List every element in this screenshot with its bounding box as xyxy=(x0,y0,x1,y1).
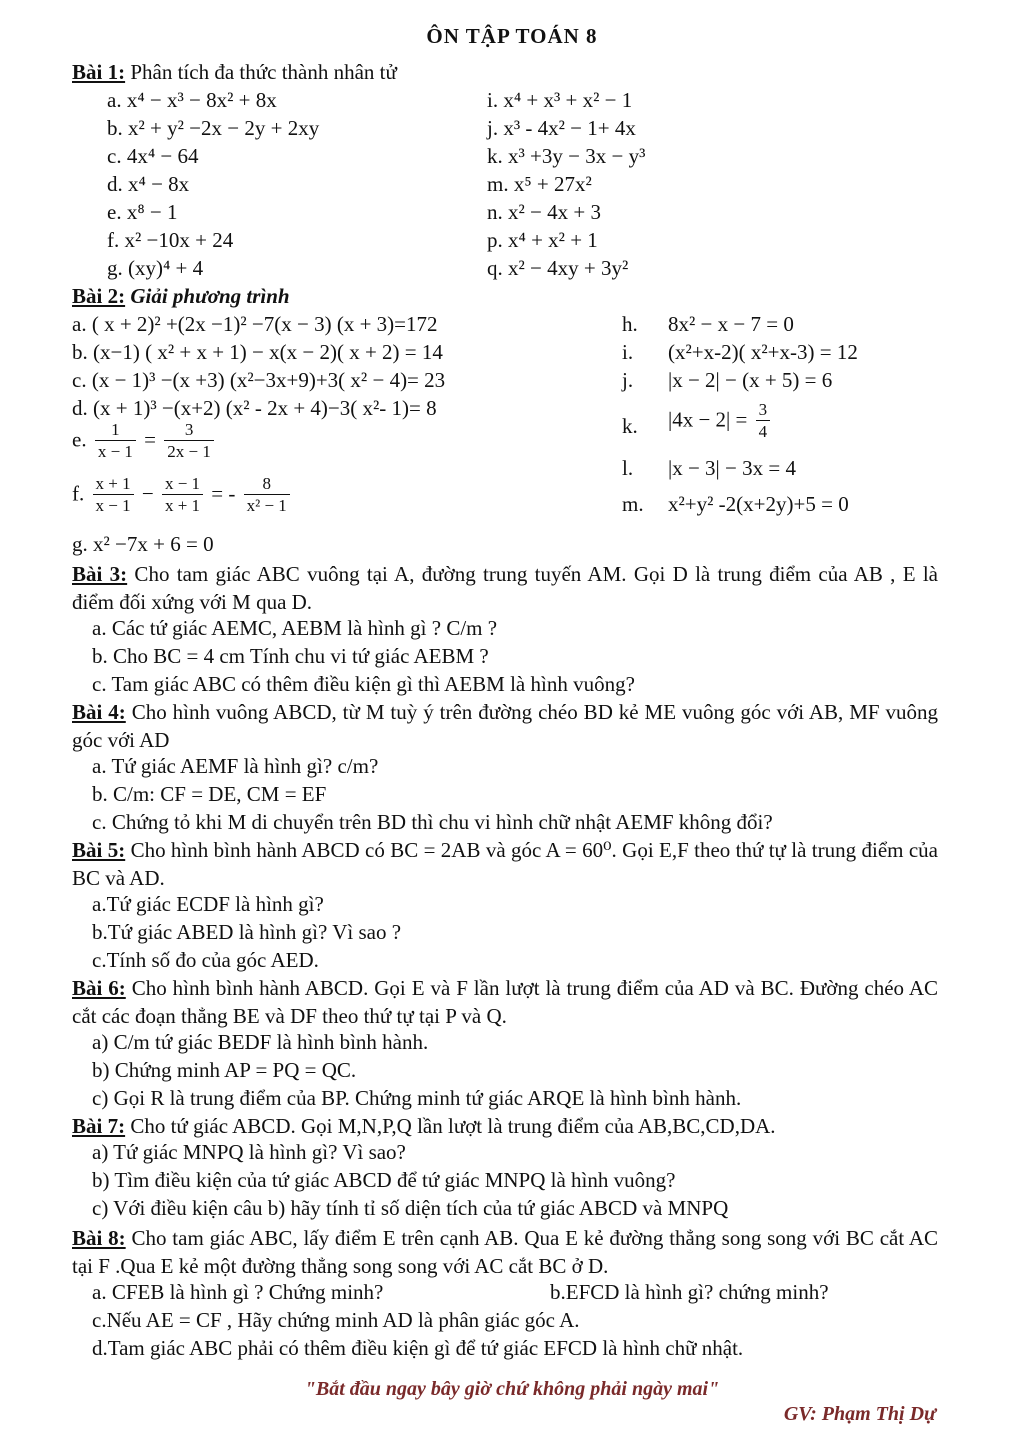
bai5-label: Bài 5: xyxy=(72,838,126,862)
bai2-item-k xyxy=(668,400,773,443)
bai7-item-b: b) Tìm điều kiện của tứ giác ABCD để tứ giác MNPQ là hình vuông? xyxy=(92,1168,676,1192)
fraction xyxy=(756,400,771,443)
bai2-f-label: f. xyxy=(72,481,85,506)
bai3-statement xyxy=(72,560,938,616)
bai2-item-j: |x − 2| − (x + 5) = 6 xyxy=(668,368,833,392)
fraction xyxy=(93,474,134,517)
fraction xyxy=(162,474,203,517)
bai4-item-c: c. Chứng tỏ khi M di chuyển trên BD thì chu vi hình chữ nhật AEMF không đổi? xyxy=(92,810,773,834)
bai5-statement xyxy=(72,836,938,892)
bai2-heading-text: Giải phương trình xyxy=(125,284,290,308)
bai3-item-b: b. Cho BC = 4 cm Tính chu vi tứ giác AEBM ? xyxy=(92,644,489,668)
bai2-label-j: j. xyxy=(622,368,634,392)
bai2-item-b: b. (x−1) ( x² + x + 1) − x(x − 2)( x + 2) = 14 xyxy=(72,340,443,364)
bai3-text: Cho tam giác ABC vuông tại A, đường trung tuyến AM. Gọi D là trung điểm của AB , E là điểm đối xứng với M qua D. xyxy=(72,562,938,614)
bai2-item-a: a. ( x + 2)² +(2x −1)² −7(x − 3) (x + 3)=172 xyxy=(72,312,438,336)
bai5-item-a: a.Tứ giác ECDF là hình gì? xyxy=(92,892,324,916)
denominator: x + 1 xyxy=(164,496,201,515)
bai2-item-f xyxy=(72,474,293,517)
bai2-label-i: i. xyxy=(622,340,634,364)
bai1-item-b: b. x² + y² −2x − 2y + 2xy xyxy=(107,116,320,140)
bai1-item-q: q. x² − 4xy + 3y² xyxy=(487,256,629,280)
fraction xyxy=(244,474,290,517)
bai2-item-l: |x − 3| − 3x = 4 xyxy=(668,456,796,480)
numerator: 3 xyxy=(164,420,214,441)
bai8-statement xyxy=(72,1224,938,1280)
bai1-item-f: f. x² −10x + 24 xyxy=(107,228,234,252)
minus-sign: − xyxy=(141,481,154,506)
numerator: x + 1 xyxy=(93,474,134,495)
bai3-item-a: a. Các tứ giác AEMC, AEBM là hình gì ? C/m ? xyxy=(92,616,498,640)
bai1-item-j: j. x³ - 4x² − 1+ 4x xyxy=(487,116,636,140)
denominator: x − 1 xyxy=(95,496,131,515)
bai1-item-a: a. x⁴ − x³ − 8x² + 8x xyxy=(107,88,277,112)
bai3-item-c: c. Tam giác ABC có thêm điều kiện gì thì AEBM là hình vuông? xyxy=(92,672,635,696)
bai1-heading-text: Phân tích đa thức thành nhân tử xyxy=(125,60,397,84)
bai1-item-d: d. x⁴ − 8x xyxy=(107,172,190,196)
numerator: x − 1 xyxy=(162,474,203,495)
bai7-statement xyxy=(72,1112,938,1140)
abs-expression: |4x − 2| = xyxy=(668,407,748,432)
bai2-item-g: g. x² −7x + 6 = 0 xyxy=(72,532,214,556)
denominator: 4 xyxy=(758,422,768,441)
bai1-item-e: e. x⁸ − 1 xyxy=(107,200,178,224)
bai2-label-k: k. xyxy=(622,414,638,438)
denominator: x − 1 xyxy=(97,442,133,461)
bai2-item-m: x²+y² -2(x+2y)+5 = 0 xyxy=(668,492,849,516)
bai6-item-b: b) Chứng minh AP = PQ = QC. xyxy=(92,1058,357,1082)
bai1-item-p: p. x⁴ + x² + 1 xyxy=(487,228,598,252)
bai2-label: Bài 2: xyxy=(72,284,126,308)
bai6-item-a: a) C/m tứ giác BEDF là hình bình hành. xyxy=(92,1030,429,1054)
bai4-label: Bài 4: xyxy=(72,700,126,724)
denominator: x² − 1 xyxy=(246,496,287,515)
bai8-label: Bài 8: xyxy=(72,1226,126,1250)
bai3-label: Bài 3: xyxy=(72,562,128,586)
bai5-item-c: c.Tính số đo của góc AED. xyxy=(92,948,319,972)
equals-sign: = xyxy=(144,427,157,452)
bai7-item-a: a) Tứ giác MNPQ là hình gì? Vì sao? xyxy=(92,1140,406,1164)
bai4-item-b: b. C/m: CF = DE, CM = EF xyxy=(92,782,327,806)
bai1-item-c: c. 4x⁴ − 64 xyxy=(107,144,199,168)
bai2-label-h: h. xyxy=(622,312,638,336)
bai2-item-h: 8x² − x − 7 = 0 xyxy=(668,312,794,336)
bai5-text: Cho hình bình hành ABCD có BC = 2AB và góc A = 60⁰. Gọi E,F theo thứ tự là trung điểm của BC và AD. xyxy=(72,838,938,890)
numerator: 3 xyxy=(756,400,771,421)
bai5-item-b: b.Tứ giác ABED là hình gì? Vì sao ? xyxy=(92,920,402,944)
bai2-item-i: (x²+x-2)( x²+x-3) = 12 xyxy=(668,340,858,364)
fraction xyxy=(164,420,214,463)
bai4-text: Cho hình vuông ABCD, từ M tuỳ ý trên đường chéo BD kẻ ME vuông góc với AB, MF vuông góc với AD xyxy=(72,700,938,752)
page-title: ÔN TẬP TOÁN 8 xyxy=(426,24,598,48)
bai2-label-l: l. xyxy=(622,456,634,480)
bai1-label: Bài 1: xyxy=(72,60,126,84)
bai8-text: Cho tam giác ABC, lấy điểm E trên cạnh AB. Qua E kẻ đường thẳng song song với BC cắt AC tại F .Qua E kẻ một đường thẳng song song với AC cắt BC ở D. xyxy=(72,1226,938,1278)
motto-quote: "Bắt đầu ngay bây giờ chứ không phải ngày mai" xyxy=(304,1378,720,1400)
bai2-label-m: m. xyxy=(622,492,644,516)
bai2-item-e xyxy=(72,420,217,463)
fraction xyxy=(95,420,136,463)
bai2-item-c: c. (x − 1)³ −(x +3) (x²−3x+9)+3( x² − 4)= 23 xyxy=(72,368,446,392)
teacher-signature: GV: Phạm Thị Dự xyxy=(783,1403,936,1425)
bai1-item-k: k. x³ +3y − 3x − y³ xyxy=(487,144,646,168)
bai1-item-i: i. x⁴ + x³ + x² − 1 xyxy=(487,88,633,112)
bai8-item-a: a. CFEB là hình gì ? Chứng minh? xyxy=(92,1280,384,1304)
bai2-heading xyxy=(72,284,290,309)
bai8-item-b: b.EFCD là hình gì? chứng minh? xyxy=(550,1280,829,1304)
equals-sign: = - xyxy=(211,481,236,506)
bai1-heading xyxy=(72,60,397,85)
bai6-item-c: c) Gọi R là trung điểm của BP. Chứng minh tứ giác ARQE là hình bình hành. xyxy=(92,1086,742,1110)
denominator: 2x − 1 xyxy=(167,442,211,461)
bai6-text: Cho hình bình hành ABCD. Gọi E và F lần lượt là trung điểm của AD và BC. Đường chéo AC cắt các đoạn thẳng BE và DF theo thứ tự tại P và Q. xyxy=(72,976,938,1028)
bai6-statement xyxy=(72,974,938,1030)
bai4-item-a: a. Tứ giác AEMF là hình gì? c/m? xyxy=(92,754,379,778)
bai7-text: Cho tứ giác ABCD. Gọi M,N,P,Q lần lượt là trung điểm của AB,BC,CD,DA. xyxy=(125,1114,776,1138)
bai4-statement xyxy=(72,698,938,754)
bai2-item-d: d. (x + 1)³ −(x+2) (x² - 2x + 4)−3( x²- 1)= 8 xyxy=(72,396,437,420)
bai7-label: Bài 7: xyxy=(72,1114,126,1138)
bai1-item-g: g. (xy)⁴ + 4 xyxy=(107,256,204,280)
numerator: 8 xyxy=(244,474,290,495)
numerator: 1 xyxy=(95,420,136,441)
bai8-item-c: c.Nếu AE = CF , Hãy chứng minh AD là phân giác góc A. xyxy=(92,1308,580,1332)
bai1-item-n: n. x² − 4x + 3 xyxy=(487,200,601,224)
bai8-item-d: d.Tam giác ABC phải có thêm điều kiện gì để tứ giác EFCD là hình chữ nhật. xyxy=(92,1336,744,1360)
bai7-item-c: c) Với điều kiện câu b) hãy tính tỉ số diện tích của tứ giác ABCD và MNPQ xyxy=(92,1196,729,1220)
bai2-e-label: e. xyxy=(72,427,87,452)
bai6-label: Bài 6: xyxy=(72,976,126,1000)
bai1-item-m: m. x⁵ + 27x² xyxy=(487,172,592,196)
